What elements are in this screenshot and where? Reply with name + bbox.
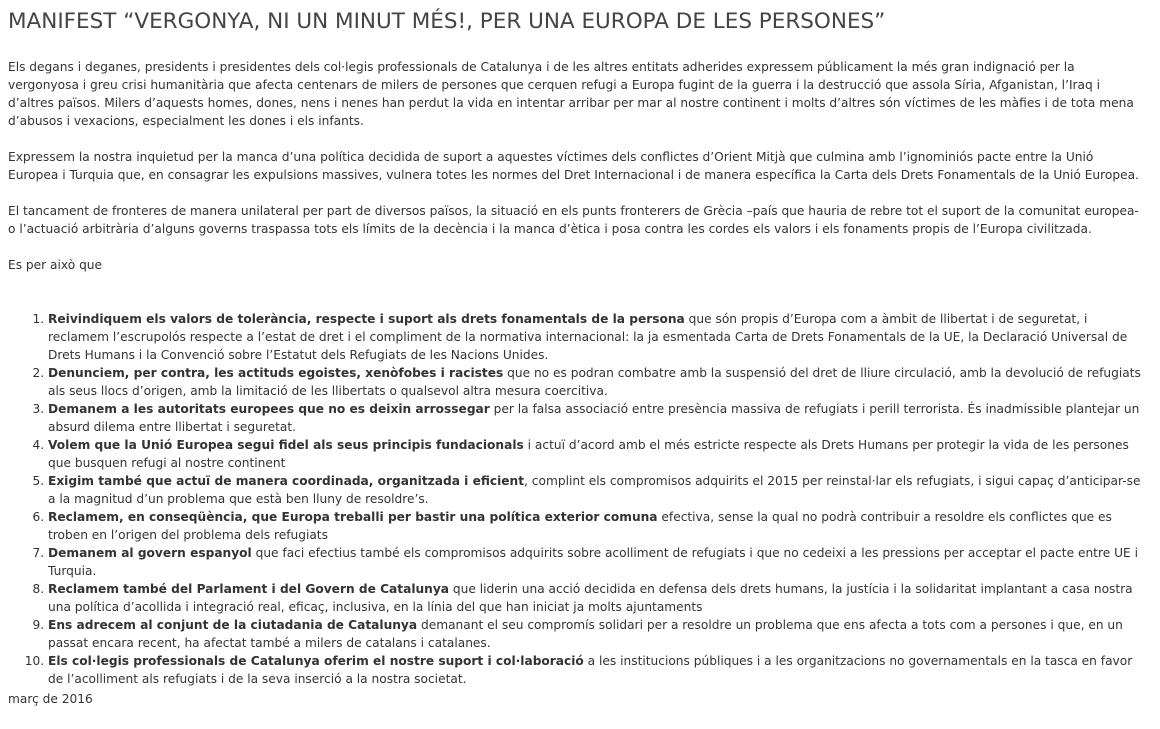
list-item [48, 310, 1146, 364]
list-item [48, 580, 1146, 616]
list-item-text: , complint els compromisos adquirits el 2015 per reinstal·lar els refugiats, i sigui capaç d’anticipar-se a la magnitud d’un problema que està ben lluny de resoldre’s. [48, 474, 1141, 506]
list-item [48, 616, 1146, 652]
list-item-text: que no es podran combatre amb la suspensió del dret de lliure circulació, amb la devolució de refugiats als seus llocs d’origen, amb la limitació de les llibertats o qualsevol altra mesura coercitiva. [48, 366, 1141, 398]
intro-paragraph-3: El tancament de fronteres de manera unilateral per part de diversos països, la situació en els punts fronterers de Grècia –país que hauria de rebre tot el suport de la comunitat europea- o l’actuació arbitrària d’alguns governs traspassa tots els límits de la decència i la manca d’ètica i posa contra les cordes els valors i els fonaments propis de l’Europa civilitzada. [8, 204, 1139, 236]
list-item-text: que faci efectius també els compromisos adquirits sobre acolliment de refugiats i que no cedeixi a les pressions per acceptar el pacte entre UE i Turquia. [48, 546, 1138, 578]
list-item-heading: Reivindiquem els valors de tolerància, respecte i suport als drets fonamentals de la persona [48, 312, 685, 326]
list-item [48, 544, 1146, 580]
list-item-text: efectiva, sense la qual no podrà contribuir a resoldre els conflictes que es troben en l’origen del problema dels refugiats [48, 510, 1112, 542]
list-item-text: per la falsa associació entre presència massiva de refugiats i perill terrorista. És inadmissible plantejar un absurd dilema entre llibertat i seguretat. [48, 402, 1140, 434]
list-item-heading: Denunciem, per contra, les actituds egoistes, xenòfobes i racistes [48, 366, 504, 380]
intro-paragraph-1: Els degans i deganes, presidents i presidentes dels col·legis professionals de Catalunya i de les altres entitats adherides expressem públicament la més gran indignació per la vergonyosa i greu crisi humanitària que afecta centenars de milers de persones que cerquen refugi a Europa fugint de la guerra i la destrucció que assola Síria, Afganistan, l’Iraq i d’altres països. Milers d’aquests homes, dones, nens i nenes han perdut la vida en intentar arribar per mar al nostre continent i molts d’altres són víctimes de les màfies i de tota mena d’abusos i vexacions, especialment les dones i els infants. [8, 60, 1134, 128]
lead-sentence: Es per això que [8, 258, 103, 272]
list-item [48, 400, 1146, 436]
list-item-text: que liderin una acció decidida en defensa dels drets humans, la justícia i la solidaritat implantant a casa nostra una política d’acollida i integració real, eficaç, inclusiva, en la línia del que han iniciat ja molts ajuntaments [48, 582, 1133, 614]
list-item-text: a les institucions públiques i a les organitzacions no governamentals en la tasca en favor de l’acolliment als refugiats i de la seva inserció a la nostra societat. [48, 654, 1133, 686]
list-item-heading: Exigim també que actuï de manera coordinada, organitzada i eficient [48, 474, 525, 488]
list-item-heading: Volem que la Unió Europea segui fidel als seus principis fundacionals [48, 438, 524, 452]
list-item [48, 652, 1146, 688]
demands-list [8, 310, 1146, 688]
page-title: MANIFEST “VERGONYA, NI UN MINUT MÉS!, PER UNA EUROPA DE LES PERSONES” [8, 9, 886, 34]
date-line: març de 2016 [8, 692, 93, 706]
list-item [48, 364, 1146, 400]
list-item [48, 508, 1146, 544]
list-item-heading: Reclamem, en conseqüència, que Europa treballi per bastir una política exterior comuna [48, 510, 658, 524]
list-item-heading: Els col·legis professionals de Catalunya oferim el nostre suport i col·laboració [48, 654, 584, 668]
list-item-text: que són propis d’Europa com a àmbit de llibertat i de seguretat, i reclamem l’escrupolós respecte a l’estat de dret i el compliment de la normativa internacional: la ja esmentada Carta de Drets Fonamentals de la UE, la Declaració Universal de Drets Humans i la Convenció sobre l’Estatut dels Refugiats de les Nacions Unides. [48, 312, 1128, 362]
list-item [48, 436, 1146, 472]
list-item-text: i actuï d’acord amb el més estricte respecte als Drets Humans per protegir la vida de les persones que busquen refugi al nostre continent [48, 438, 1129, 470]
list-item [48, 472, 1146, 508]
list-item-heading: Demanem al govern espanyol [48, 546, 252, 560]
list-item-heading: Ens adrecem al conjunt de la ciutadania de Catalunya [48, 618, 418, 632]
list-item-heading: Demanem a les autoritats europees que no es deixin arrossegar [48, 402, 490, 416]
list-item-heading: Reclamem també del Parlament i del Govern de Catalunya [48, 582, 450, 596]
list-item-text: demanant el seu compromís solidari per a resoldre un problema que ens afecta a tots com a persones i que, en un passat encara recent, ha afectat també a milers de catalans i catalanes. [48, 618, 1123, 650]
intro-paragraph-2: Expressem la nostra inquietud per la manca d’una política decidida de suport a aquestes víctimes dels conflictes d’Orient Mitjà que culmina amb l’ignominiós pacte entre la Unió Europea i Turquia que, en consagrar les expulsions massives, vulnera totes les normes del Dret Internacional i de manera específica la Carta dels Drets Fonamentals de la Unió Europea. [8, 150, 1139, 182]
